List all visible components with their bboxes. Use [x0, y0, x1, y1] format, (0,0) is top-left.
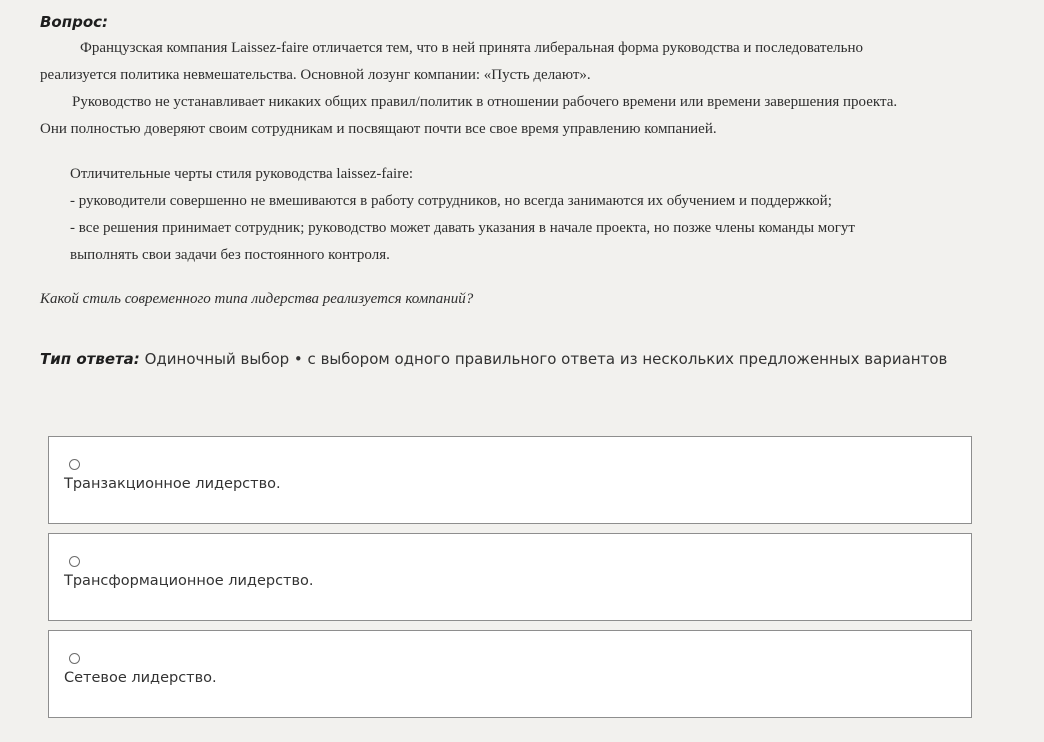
answer-option-label: Сетевое лидерство.	[64, 670, 217, 686]
features-heading: Отличительные черты стиля руководства laissez-faire:	[70, 166, 414, 182]
question-prompt: Какой стиль современного типа лидерства реализуется компаний?	[40, 291, 474, 307]
paragraph2-line1: Руководство не устанавливает никаких общих правил/политик в отношении рабочего времени или времени завершения проекта.	[72, 94, 898, 110]
paragraph2-line2: Они полностью доверяют своим сотрудникам и посвящают почти все свое время управлению компанией.	[40, 121, 717, 137]
question-label: Вопрос:	[40, 13, 109, 31]
answer-type-value: Одиночный выбор • с выбором одного правильного ответа из нескольких предложенных вариантов	[144, 350, 948, 368]
paragraph1-line2: реализуется политика невмешательства. Основной лозунг компании: «Пусть делают».	[40, 67, 591, 83]
paragraph1-line1: Французская компания Laissez-faire отличается тем, что в ней принята либеральная форма руководства и последовательно	[80, 40, 864, 56]
feature-item-1: - руководители совершенно не вмешиваются в работу сотрудников, но всегда занимаются их обучением и поддержкой;	[70, 193, 832, 209]
radio-button-icon[interactable]	[69, 653, 80, 664]
answer-type	[40, 350, 947, 368]
feature-item-2-line2: выполнять свои задачи без постоянного контроля.	[70, 247, 390, 263]
answer-option-label: Транзакционное лидерство.	[64, 476, 281, 492]
radio-button-icon[interactable]	[69, 556, 80, 567]
answer-option-label: Трансформационное лидерство.	[64, 573, 314, 589]
answer-option-2[interactable]	[48, 533, 972, 621]
answer-type-label: Тип ответа:	[40, 350, 140, 368]
radio-button-icon[interactable]	[69, 459, 80, 470]
answer-option-1[interactable]	[48, 436, 972, 524]
feature-item-2-line1: - все решения принимает сотрудник; руководство может давать указания в начале проекта, но позже члены команды могут	[70, 220, 855, 236]
answer-option-3[interactable]	[48, 630, 972, 718]
